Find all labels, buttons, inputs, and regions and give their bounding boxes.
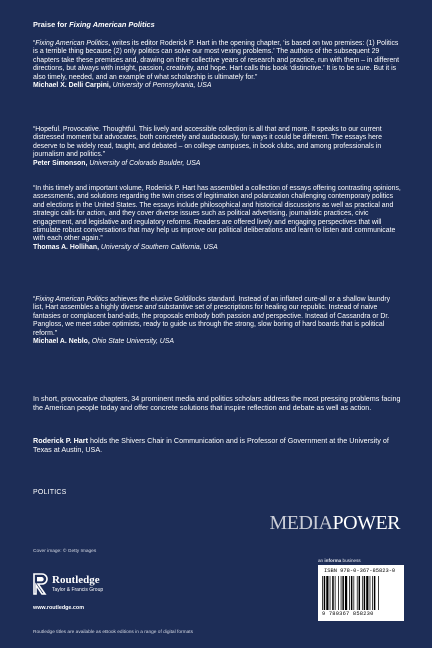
barcode-icon [322, 576, 398, 610]
barcode-bar [330, 576, 331, 610]
business-note-prefix: an [318, 558, 325, 563]
endorsement-emphasis: Fixing American Politics [35, 40, 109, 47]
barcode-bar [345, 576, 347, 610]
barcode-bar [335, 576, 336, 610]
praise-prefix: Praise for [33, 20, 70, 29]
media-power-series-logo [269, 512, 400, 535]
endorsement-segment: substantive set of prescriptions for healing our republic. Instead of naive fantasies or complacent band-aids, the proposals embody both passion [33, 304, 378, 320]
endorser-name: Michael X. Delli Carpini [33, 82, 109, 90]
barcode-bar [351, 576, 353, 610]
endorsement-text [33, 185, 401, 244]
barcode-bar [359, 576, 361, 610]
endorser-name: Michael A. Neblo [33, 338, 88, 346]
endorser-affiliation: University of Pennsylvania, USA [112, 82, 212, 90]
editor-bio [33, 436, 403, 454]
barcode-bar [349, 576, 350, 610]
endorsement-emphasis: Fixing American Politics [35, 296, 109, 303]
barcode-bar [372, 576, 373, 610]
barcode-bar [370, 576, 371, 610]
endorsement-attribution: Michael A. Neblo, Ohio State University, USA [33, 338, 174, 346]
barcode-digits: 9 780367 858230 [322, 611, 374, 617]
business-note-suffix: business [341, 558, 361, 563]
routledge-logo [33, 573, 143, 603]
endorsement-text [33, 40, 401, 82]
endorsement-segment: “In this timely and important volume, Roderick P. Hart has assembled a collection of essays offering contrasting opinions, assessments, and solutions regarding the twin crises of legitimation and polarization challenging contemporary politics and elections in the United States. The essays include philosophical and historical discussions as well as practical and strategic calls for action, and they cover diverse issues such as political advertising, journalistic practices, civic engagement, and legislative and regulatory reforms. Readers are offered lively and engaging perspectives that will stimulate robust conversations that may help us improve our political deliberations and learn to listen and communicate with each other again.” [33, 185, 401, 243]
ebook-availability-note: Routledge titles are available as eBook editions in a range of digital formats [33, 630, 193, 635]
endorsement-segment: , writes its editor Roderick P. Hart in the opening chapter, ‘is based on two premises: (1) Politics is a terrible thing because (2) only politics can solve our most vexing problems.’ The authors of the subsequent 29 chapters take these premises and, drawing on their collective years of research and practice, run with them – in different directions, but always with insight, passion, creativity, and hope. Hart calls this book ‘distinctive.’ It is to be sure. But it is also timely, needed, and an example of what scholarship is ultimately for.” [33, 40, 400, 81]
endorser-name: Thomas A. Hollihan [33, 243, 98, 251]
routledge-r-icon [33, 573, 48, 595]
isbn-barcode [318, 565, 404, 621]
endorsement-attribution: Peter Simonson, University of Colorado Boulder, USA [33, 159, 201, 167]
endorsement-4 [33, 296, 401, 346]
barcode-bar [322, 576, 323, 610]
endorser-affiliation: University of Southern California, USA [100, 243, 218, 251]
barcode-bar [326, 576, 328, 610]
barcode-bar [378, 576, 379, 610]
barcode-bar [341, 576, 342, 610]
cover-image-credit: Cover image: © Getty Images [33, 549, 97, 554]
endorsement-emphasis: and [252, 312, 264, 320]
endorser-affiliation: University of Colorado Boulder, USA [89, 159, 201, 167]
endorsement-segment: achieves the elusive Goldilocks standard. Instead of an inflated cure-all or a shallow laundry list, Hart assembles a highly diverse [33, 296, 391, 312]
endorsement-segment: “Hopeful. Provocative. Thoughtful. This lively and accessible collection is all that and more. It speaks to our current distressed moment but advocates, both concretely and audaciously, for ways it could be different. The essays here deserve to be widely read, taught, and debated – on college campuses, in book clubs, and among professionals in journalism and politics.” [33, 126, 382, 159]
series-logo-media: MEDIA [269, 512, 333, 534]
editor-bio-text: holds the Shivers Chair in Communication and is Professor of Government at the University of Texas at Austin, USA. [33, 436, 389, 454]
subject-category: POLITICS [33, 489, 67, 496]
barcode-bar [374, 576, 376, 610]
endorsement-3 [33, 185, 401, 252]
editor-name: Roderick P. Hart [33, 436, 88, 445]
endorsement-segment: “ [33, 296, 36, 303]
isbn-label: ISBN 978-0-367-85823-0 [324, 568, 396, 574]
endorsement-segment: perspective. Instead of Cassandra or Dr. Pangloss, we meet sober optimists, ready to guide us through the strong, slow boring of hard boards that is political reform.” [33, 312, 390, 337]
barcode-bar [366, 576, 368, 610]
publisher-group: Taylor & Francis Group [52, 587, 104, 593]
endorsement-attribution: Michael X. Delli Carpini, University of Pennsylvania, USA [33, 82, 212, 90]
publisher-name: Routledge [52, 574, 100, 586]
endorsement-attribution: Thomas A. Hollihan, University of Southern California, USA [33, 243, 218, 251]
endorser-name: Peter Simonson [33, 159, 86, 167]
endorsement-emphasis: and [144, 304, 157, 312]
barcode-bar [332, 576, 334, 610]
barcode-bar [364, 576, 366, 610]
endorsement-text [33, 126, 401, 160]
praise-heading [33, 20, 155, 29]
business-note-brand: informa [324, 558, 342, 563]
publisher-url: www.routledge.com [33, 605, 85, 611]
barcode-bar [338, 576, 339, 610]
barcode-bar [362, 576, 363, 610]
book-summary: In short, provocative chapters, 34 prominent media and politics scholars address the most pressing problems facing the American people today and offer concrete solutions that inspire reflection and debate as well as action. [33, 394, 401, 412]
barcode-bar [353, 576, 354, 610]
informa-business-note [318, 558, 361, 563]
endorser-affiliation: Ohio State University, USA [91, 338, 174, 346]
endorsement-2 [33, 126, 401, 168]
series-logo-power: POWER [332, 512, 400, 534]
barcode-bar [324, 576, 326, 610]
endorsement-text [33, 296, 401, 338]
endorsement-segment: “ [33, 40, 36, 47]
praise-book-title: Fixing American Politics [69, 20, 155, 29]
barcode-bar [342, 576, 344, 610]
barcode-bar [357, 576, 358, 610]
endorsement-1 [33, 40, 401, 90]
